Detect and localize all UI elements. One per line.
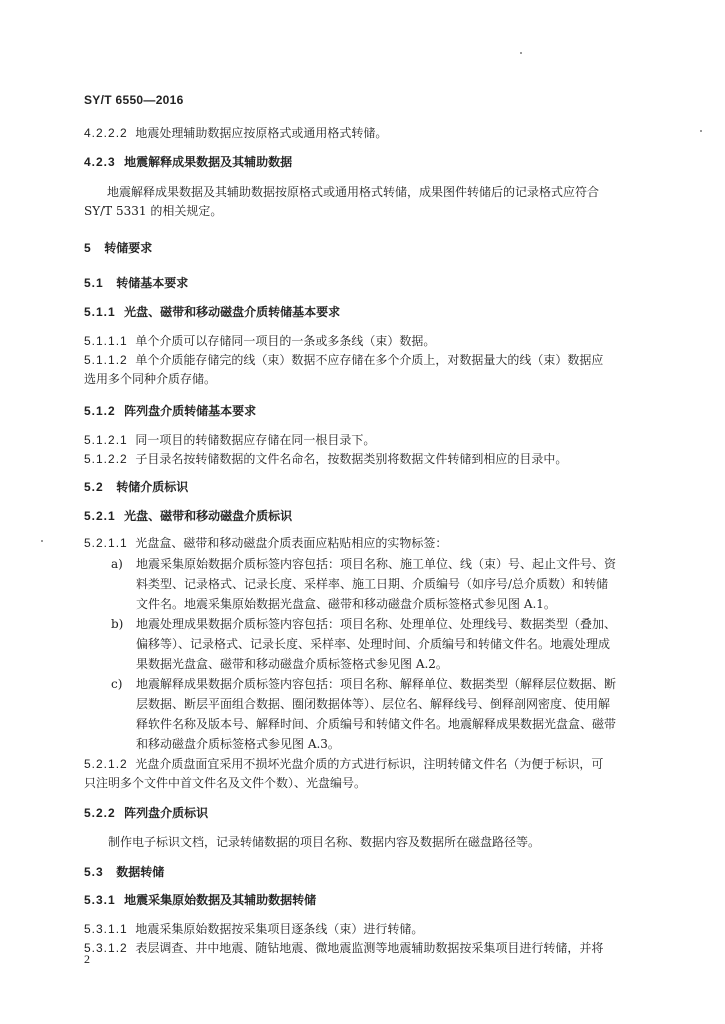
clause-text: 同一项目的转储数据应存储在同一根目录下。	[135, 433, 376, 447]
list-item-b-line: 偏移等）、记录格式、记录长度、采样率、处理时间、介质编号和转储文件名。地震处理成	[136, 637, 611, 651]
heading-text: 阵列盘介质标识	[124, 806, 209, 820]
page-number: 2	[84, 952, 90, 966]
list-item-c-line: 和移动磁盘介质标签格式参见图 A.3。	[136, 737, 340, 751]
clause-text: 子目录名按转储数据的文件名命名，按数据类别将数据文件转储到相应的目录中。	[135, 452, 568, 466]
heading-text: 地震解释成果数据及其辅助数据	[124, 155, 293, 169]
clause-text: 地震采集原始数据按采集项目逐条线（束）进行转储。	[135, 922, 424, 936]
clause-number: 5.1.2.2	[84, 452, 128, 466]
list-item-b-line: 地震处理成果数据介质标签内容包括：项目名称、处理单位、处理线号、数据类型（叠加、	[136, 617, 617, 631]
heading-5	[84, 241, 152, 256]
heading-number: 5.3.1	[84, 893, 116, 907]
paragraph-line: 地震解释成果数据及其辅助数据按原格式或通用格式转储，成果图件转储后的记录格式应符合	[107, 185, 600, 199]
clause-4-2-2-2	[84, 126, 387, 141]
clause-number: 5.1.1.1	[84, 334, 128, 348]
clause-text: 地震处理辅助数据应按原格式或通用格式转储。	[135, 126, 388, 140]
heading-number: 5.2.2	[84, 806, 116, 820]
clause-number: 5.2.1.1	[84, 536, 128, 550]
heading-5-2	[84, 480, 188, 495]
heading-number: 5.2.1	[84, 509, 116, 523]
list-marker-b: b)	[111, 617, 124, 631]
clause-text: 光盘盒、磁带和移动磁盘介质表面应粘贴相应的实物标签：	[135, 536, 448, 550]
clause-text: 光盘介质盘面宜采用不损坏光盘介质的方式进行标识，注明转储文件名（为便于标识，可	[135, 757, 604, 771]
list-item-c-line: 地震解释成果数据介质标签内容包括：项目名称、解释单位、数据类型（解释层位数据、断	[136, 677, 617, 691]
heading-5-2-1	[84, 509, 292, 524]
heading-5-3	[84, 865, 164, 880]
list-item-c-line: 层数据、断层平面组合数据、圈闭数据体等）、层位名、解释线号、倒释剖网密度、使用解	[136, 697, 611, 711]
clause-number: 4.2.2.2	[84, 126, 128, 140]
clause-5-1-2-2	[84, 452, 567, 467]
clause-text: 表层调查、井中地震、随钻地震、微地震监测等地震辅助数据按采集项目进行转储，并将	[135, 941, 604, 955]
list-item-a-line: 文件名。地震采集原始数据光盘盒、磁带和移动磁盘介质标签格式参见图 A.1。	[136, 597, 556, 611]
heading-text: 转储要求	[104, 241, 153, 255]
heading-5-2-2	[84, 806, 208, 821]
heading-text: 阵列盘介质转储基本要求	[124, 404, 257, 418]
heading-5-1-1	[84, 305, 340, 320]
list-marker-c: c)	[111, 677, 123, 691]
clause-5-1-1-1	[84, 334, 435, 349]
clause-text: 单个介质能存储完的线（束）数据不应存储在多个介质上，对数据量大的线（束）数据应	[135, 353, 604, 367]
clause-5-1-1-2	[84, 353, 603, 368]
heading-text: 转储基本要求	[116, 276, 189, 290]
list-marker-a: a)	[111, 557, 123, 571]
heading-5-1-2	[84, 404, 256, 419]
heading-5-3-1	[84, 893, 316, 908]
heading-4-2-3	[84, 155, 292, 170]
list-item-c-line: 释软件名称及版本号、解释时间、介质编号和转储文件名。地震解释成果数据光盘盒、磁带	[136, 717, 617, 731]
clause-number: 5.3.1.1	[84, 922, 128, 936]
standard-header: SY/T 6550—2016	[84, 93, 184, 107]
heading-text: 光盘、磁带和移动磁盘介质标识	[124, 509, 293, 523]
heading-number: 5.1.1	[84, 305, 116, 319]
paragraph-line: 选用多个同种介质存储。	[84, 372, 217, 386]
clause-number: 5.1.2.1	[84, 433, 128, 447]
heading-number: 5.1.2	[84, 404, 116, 418]
paragraph-line: 只注明多个文件中首文件名及文件个数）、光盘编号。	[84, 776, 367, 790]
paragraph-line: 制作电子标识文档，记录转储数据的项目名称、数据内容及数据所在磁盘路径等。	[108, 835, 541, 849]
heading-5-1	[84, 276, 188, 291]
list-item-a-line: 地震采集原始数据介质标签内容包括：项目名称、施工单位、线（束）号、起止文件号、资	[136, 557, 617, 571]
heading-number: 5.2	[84, 480, 104, 494]
heading-text: 地震采集原始数据及其辅助数据转储	[124, 893, 317, 907]
clause-number: 5.2.1.2	[84, 757, 128, 771]
clause-number: 5.1.1.2	[84, 353, 128, 367]
scan-speck	[41, 540, 43, 542]
heading-text: 转储介质标识	[116, 480, 189, 494]
heading-number: 4.2.3	[84, 155, 116, 169]
clause-5-3-1-1	[84, 922, 423, 937]
clause-number: 5.3.1.2	[84, 941, 128, 955]
heading-number: 5.1	[84, 276, 104, 290]
heading-text: 光盘、磁带和移动磁盘介质转储基本要求	[124, 305, 341, 319]
clause-5-1-2-1	[84, 433, 375, 448]
clause-5-3-1-2	[84, 941, 603, 956]
heading-text: 数据转储	[116, 865, 165, 879]
heading-number: 5	[84, 241, 92, 255]
scan-speck	[520, 52, 522, 54]
clause-5-2-1-2	[84, 757, 603, 772]
paragraph-line: SY/T 5331 的相关规定。	[84, 204, 223, 218]
clause-text: 单个介质可以存储同一项目的一条或多条线（束）数据。	[135, 334, 436, 348]
list-item-a-line: 料类型、记录格式、记录长度、采样率、施工日期、介质编号（如序号/总介质数）和转储	[136, 577, 609, 591]
list-item-b-line: 果数据光盘盒、磁带和移动磁盘介质标签格式参见图 A.2。	[136, 657, 448, 671]
clause-5-2-1-1	[84, 536, 447, 551]
heading-number: 5.3	[84, 865, 104, 879]
scan-speck	[700, 130, 702, 132]
